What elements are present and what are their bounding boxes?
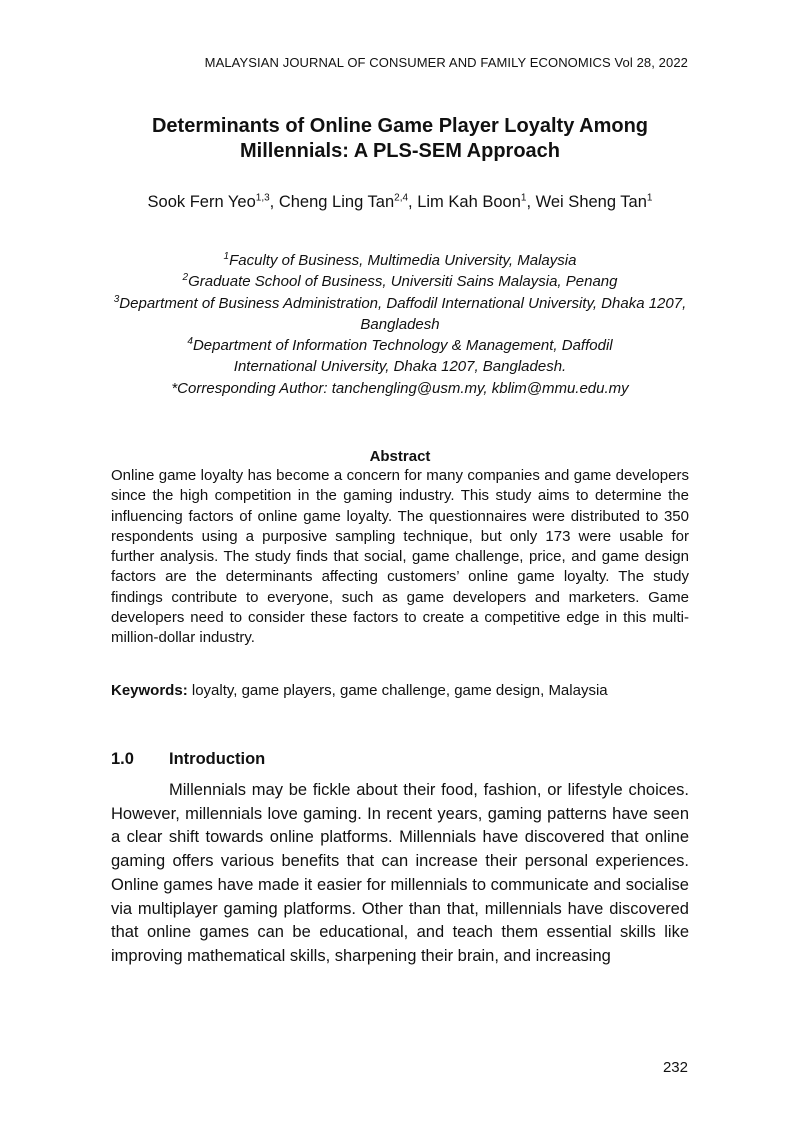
affiliation-line (70, 271, 730, 292)
page-number: 232 (662, 1059, 688, 1076)
affiliation-text: Faculty of Business, Multimedia University, Malaysia (229, 252, 577, 269)
affiliations (70, 250, 730, 399)
author-separator: , (526, 193, 536, 211)
author-affil-marker: 2,4 (394, 192, 409, 204)
keywords (111, 681, 689, 701)
author-affil-marker: 1,3 (255, 192, 270, 204)
affiliation-marker: 4 (187, 336, 193, 348)
running-head: MALAYSIAN JOURNAL OF CONSUMER AND FAMILY ECONOMICS Vol 28, 2022 (204, 55, 688, 70)
author-list (100, 190, 700, 215)
author-name: Sook Fern Yeo (147, 193, 256, 211)
corresponding-author: *Corresponding Author: tanchengling@usm.my, kblim@mmu.edu.my (171, 379, 629, 397)
affiliation-marker: 3 (113, 293, 120, 305)
section-text: Millennials may be fickle about their food, fashion, or lifestyle choices. However, millennials love gaming. In recent years, gaming patterns have seen a clear shift towards online platforms. Millennials have discovered that online gaming offers various benefits that can increase their personal experiences. Online games have made it easier for millennials to communicate and socialise via multiplayer gaming platforms. Other than that, millennials have discovered that online games can be educational, and teach them essential skills like improving mathematical skills, sharpening their brain, and increasing (111, 781, 689, 965)
author-name: Wei Sheng Tan (535, 193, 647, 211)
author-name: Cheng Ling Tan (278, 193, 395, 211)
author-separator: , (408, 193, 418, 211)
affiliation-marker: 1 (223, 251, 230, 262)
affiliation-marker: 2 (182, 272, 189, 284)
affiliation-text: Department of Business Administration, Daffodil International University, Dhaka 1207, Bangladesh (119, 294, 687, 333)
abstract-heading: Abstract (369, 448, 431, 465)
section-title: Introduction (169, 750, 266, 768)
section-number: 1.0 (111, 750, 134, 768)
affiliation-text: Graduate School of Business, Universiti Sains Malaysia, Penang (188, 273, 618, 291)
paper-title: Determinants of Online Game Player Loyalty Among Millennials: A PLS-SEM Approach (151, 115, 649, 162)
section-heading (111, 750, 265, 769)
author-separator: , (269, 193, 279, 211)
affiliation-text: Department of Information Technology & Management, Daffodil International University, Dhaka 1207, Bangladesh. (192, 337, 613, 376)
keywords-text: loyalty, game players, game challenge, game design, Malaysia (187, 682, 608, 699)
abstract-text: Online game loyalty has become a concern for many companies and game developers since the high competition in the gaming industry. This study aims to determine the influencing factors of online game loyalty. The questionnaires were distributed to 350 respondents using a purposive sampling technique, but only 173 were usable for further analysis. The study finds that social, game challenge, price, and game design factors are the determinants affecting customers’ online game loyalty. The study findings contribute to everyone, such as game developers and marketers. Game developers need to consider these factors to create a competitive edge in this multi-million-dollar industry. (111, 467, 689, 647)
author-affil-marker: 1 (520, 192, 527, 204)
keywords-label: Keywords: (111, 682, 188, 699)
affiliation-line (70, 250, 730, 271)
author-affil-marker: 1 (646, 192, 653, 204)
affiliation-line (70, 335, 730, 378)
affiliation-line (70, 293, 730, 336)
author-name: Lim Kah Boon (417, 193, 521, 211)
